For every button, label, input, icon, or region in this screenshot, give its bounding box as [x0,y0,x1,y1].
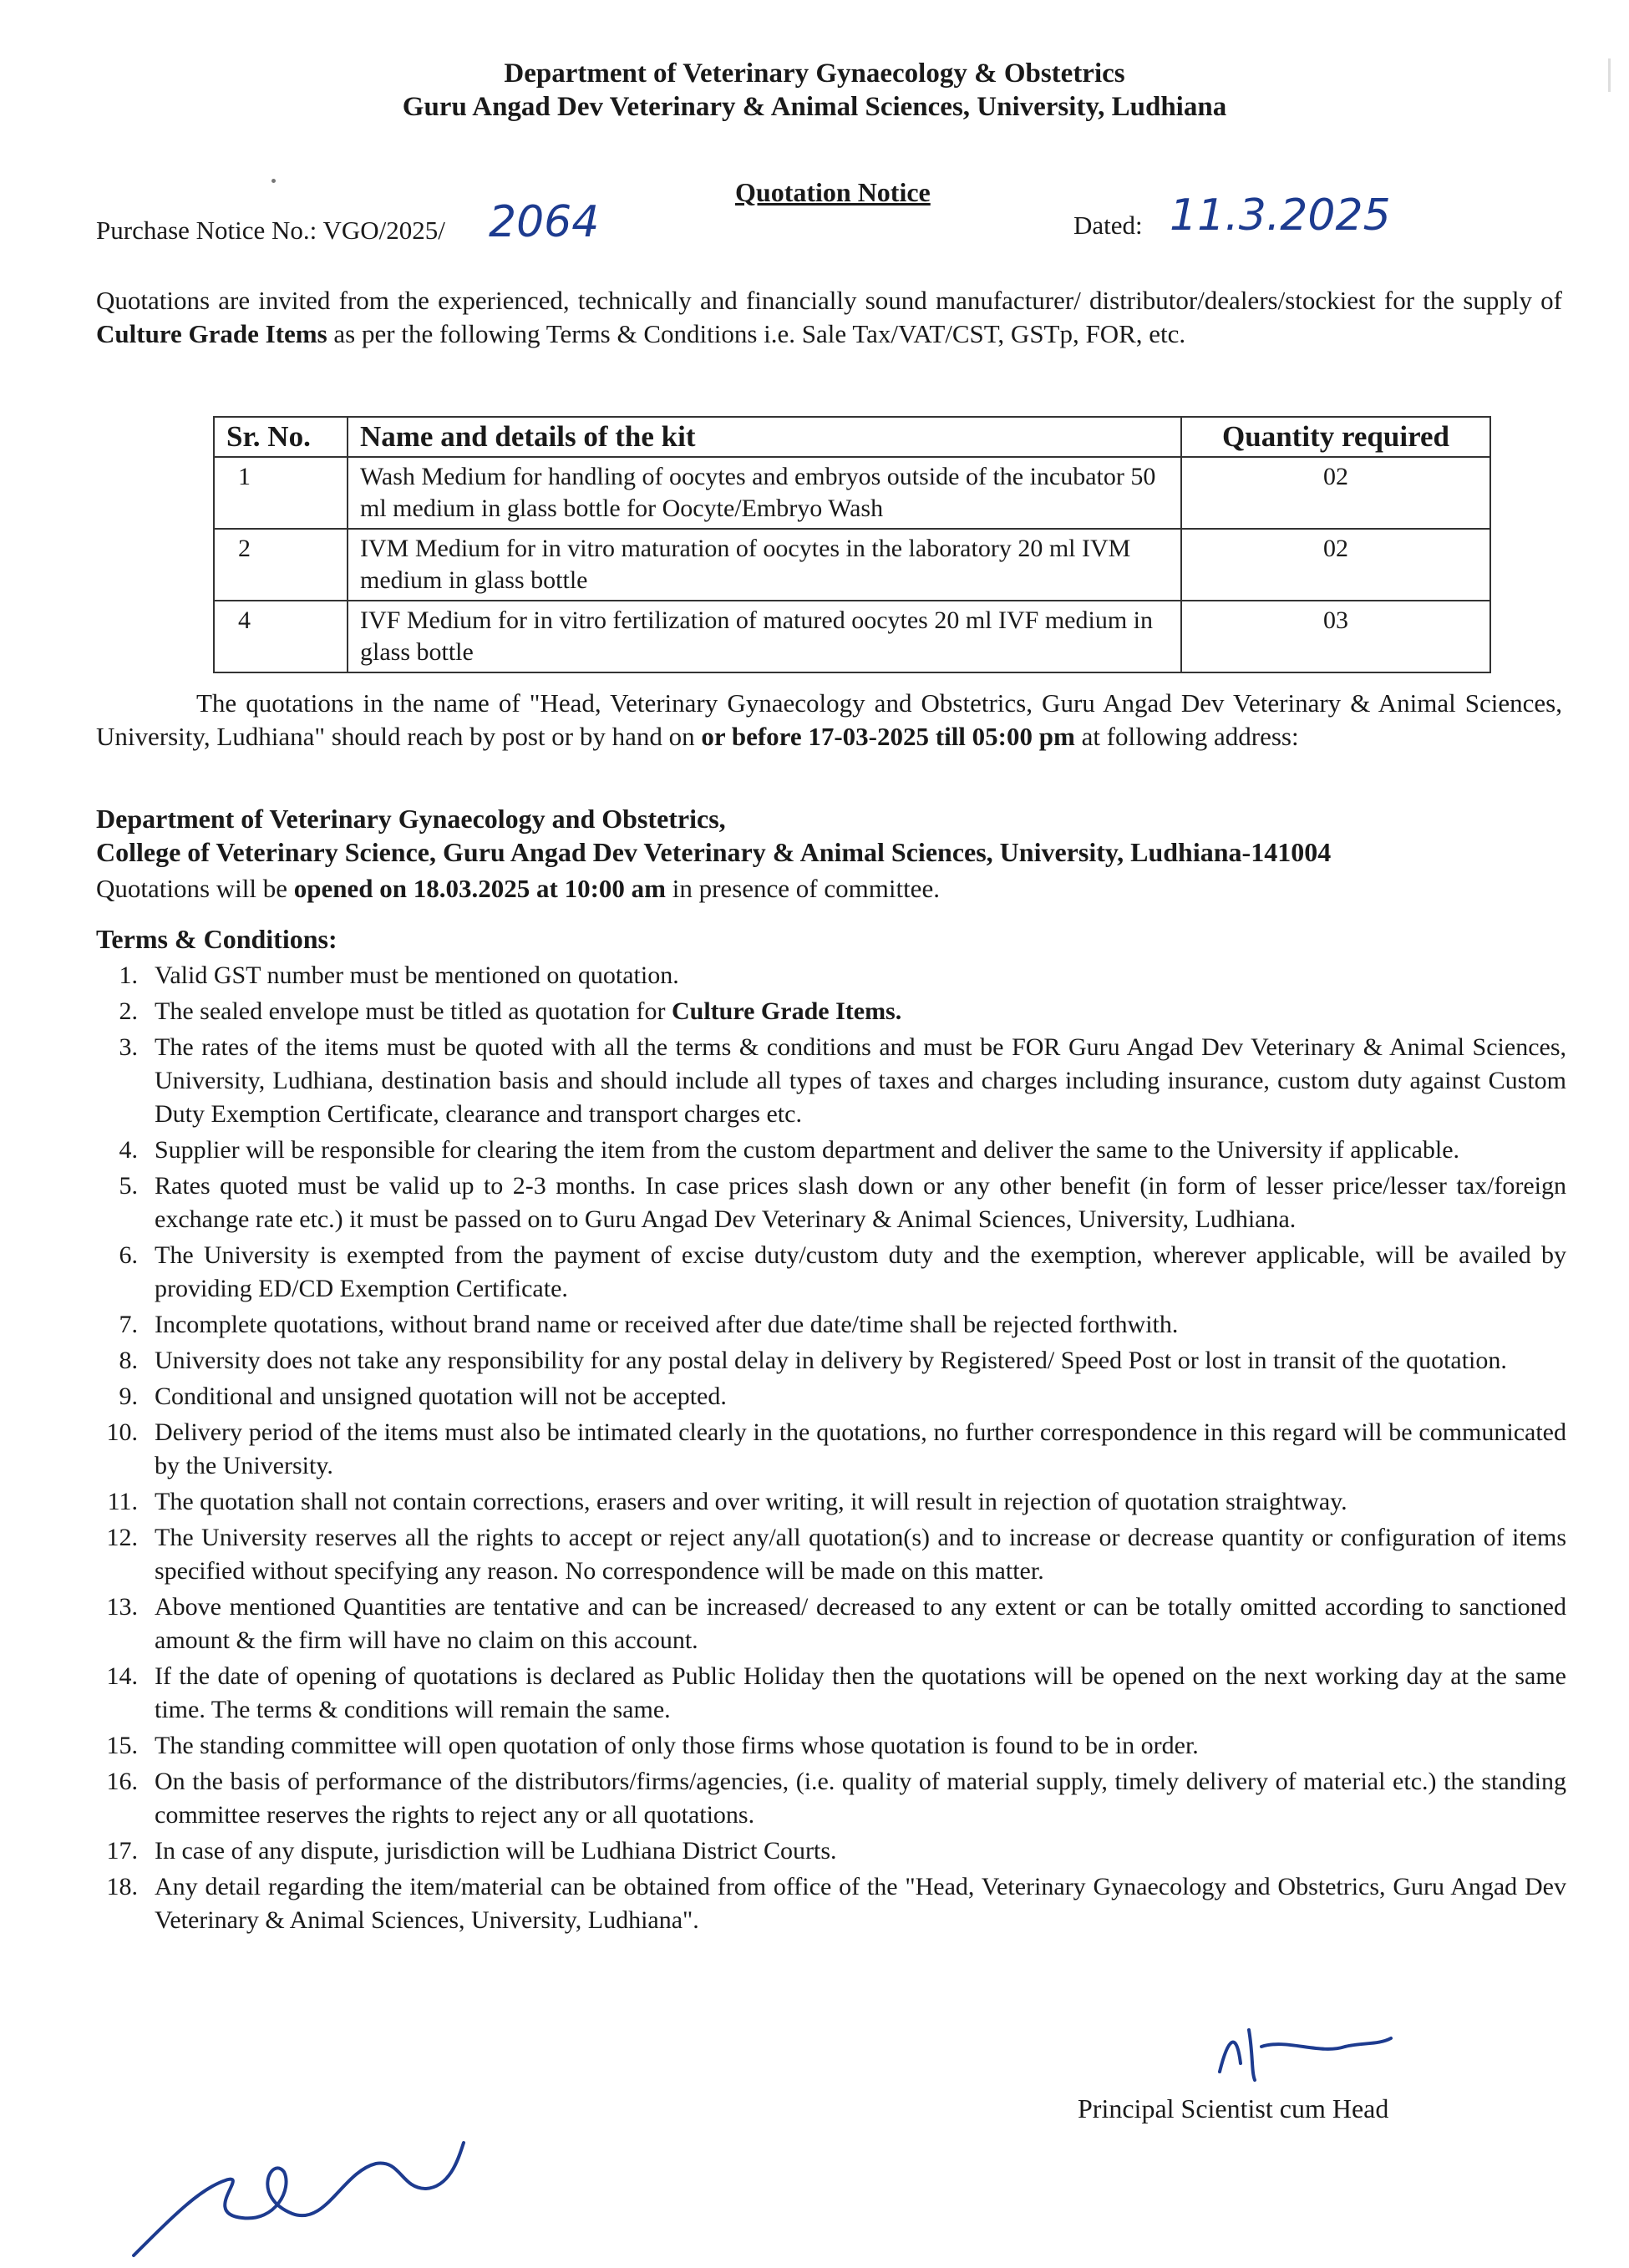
term-body: On the basis of performance of the distributors/firms/agencies, (i.e. quality of material supply, timely delivery of material etc.) the standing committee reserves the rights to reject any or all quotations. [155,1768,1566,1829]
term-text [155,1308,1566,1342]
term-body: The University is exempted from the payment of excise duty/custom duty and the exemption, wherever applicable, will be availed by providing ED/CD Exemption Certificate. [155,1241,1566,1302]
head-signature [1203,2013,1403,2088]
term-text [155,1521,1566,1588]
list-item [96,1485,1566,1519]
term-body: Supplier will be responsible for clearing the item from the custom department and deliver the same to the University if applicable. [155,1136,1460,1164]
dated-value: 11.3.2025 [1170,190,1391,241]
term-body: The rates of the items must be quoted with all the terms & conditions and must be FOR Guru Angad Dev Veterinary & Animal Sciences, University, Ludhiana, destination basis and should include all types of taxes and charges including insurance, custom duty against Custom Duty Exemption Certificate, clearance and transport charges etc. [155,1033,1566,1128]
list-item [96,1134,1566,1167]
row-quantity: 02 [1181,529,1490,601]
term-number: 10. [106,1418,138,1446]
list-item [96,1308,1566,1342]
term-body: University does not take any responsibility for any postal delay in delivery by Registered/ Speed Post or lost in transit of the quotation. [155,1347,1507,1374]
term-number: 5. [119,1172,138,1200]
term-body: In case of any dispute, jurisdiction will be Ludhiana District Courts. [155,1837,837,1865]
term-text [155,1031,1566,1131]
term-number: 6. [119,1241,138,1269]
term-number: 13. [106,1593,138,1621]
submission-text: The quotations in the name of "Head, Veterinary Gynaecology and Obstetrics, Guru Angad Dev Veterinary & Animal Sciences, University, Ludhiana" should reach by post or by hand on [96,688,1562,751]
term-number: 17. [106,1837,138,1865]
term-number: 4. [119,1136,138,1164]
term-text [155,1134,1566,1167]
terms-list [96,959,1566,1940]
department-heading: Department of Veterinary Gynaecology & Obstetrics [504,58,1125,89]
dated-label: Dated: [1073,211,1143,240]
term-number: 2. [119,997,138,1025]
intro-paragraph [96,284,1562,351]
row-sr-no: 4 [214,601,348,672]
term-body: Valid GST number must be mentioned on quotation. [155,961,679,989]
signatory-title: Principal Scientist cum Head [1078,2093,1389,2123]
term-text [155,959,1566,992]
term-text [155,1170,1566,1236]
term-text [155,1416,1566,1483]
term-body: Any detail regarding the item/material can be obtained from office of the "Head, Veterinary Gynaecology and Obstetrics, Guru Angad Dev Veterinary & Animal Sciences, University, Ludhiana". [155,1873,1566,1934]
term-text [155,1870,1566,1937]
term-text [155,1765,1566,1832]
row-kit-name: Wash Medium for handling of oocytes and embryos outside of the incubator 50 ml medium in glass bottle for Oocyte/Embryo Wash [348,457,1181,529]
list-item [96,1834,1566,1868]
list-item [96,1729,1566,1763]
kit-table [213,416,1491,673]
list-item [96,1521,1566,1588]
terms-title: Terms & Conditions: [96,924,337,954]
term-text [155,1485,1566,1519]
notice-title: Quotation Notice [735,177,931,207]
table-row [214,457,1490,529]
list-item [96,1344,1566,1378]
list-item [96,1416,1566,1483]
list-item [96,1591,1566,1657]
term-body: The University reserves all the rights to accept or reject any/all quotation(s) and to increase or decrease quantity or configuration of items specified without specifying any reason. No correspondence will be made on this matter. [155,1524,1566,1585]
term-text [155,1591,1566,1657]
list-item [96,1660,1566,1727]
kit-table-header-row [214,417,1490,457]
term-text [155,1344,1566,1378]
list-item [96,959,1566,992]
list-item [96,1031,1566,1131]
scan-speck [272,179,276,183]
header-sr-no: Sr. No. [214,417,348,457]
list-item [96,1170,1566,1236]
submission-paragraph [96,687,1562,753]
term-number: 3. [119,1033,138,1061]
intro-bold: Culture Grade Items [96,319,327,348]
term-text [155,1380,1566,1413]
opening-post: in presence of committee. [666,874,940,903]
list-item [96,1765,1566,1832]
purchase-notice-label: Purchase Notice No.: VGO/2025/ [96,216,445,245]
table-row [214,529,1490,601]
term-body: If the date of opening of quotations is declared as Public Holiday then the quotations will be opened on the next working day at the same time. The terms & conditions will remain the same. [155,1662,1566,1723]
term-bold: Culture Grade Items. [671,997,902,1025]
opening-line [96,874,940,904]
term-number: 7. [119,1311,138,1338]
address-line-1: Department of Veterinary Gynaecology and Obstetrics, [96,804,726,834]
term-text [155,1729,1566,1763]
term-text [155,1660,1566,1727]
term-number: 15. [106,1732,138,1759]
term-number: 12. [106,1524,138,1551]
term-number: 8. [119,1347,138,1374]
term-body: The standing committee will open quotation of only those firms whose quotation is found to be in order. [155,1732,1199,1759]
submission-text2: at following address: [1074,722,1299,751]
list-item [96,1380,1566,1413]
intro-text2: as per the following Terms & Conditions i.e. Sale Tax/VAT/CST, GSTp, FOR, etc. [327,319,1186,348]
list-item [96,995,1566,1028]
university-heading: Guru Angad Dev Veterinary & Animal Sciences, University, Ludhiana [402,92,1227,122]
term-body: Above mentioned Quantities are tentative and can be increased/ decreased to any extent or can be totally omitted according to sanctioned amount & the firm will have no claim on this account. [155,1593,1566,1654]
term-number: 1. [119,961,138,989]
row-sr-no: 2 [214,529,348,601]
term-body: Conditional and unsigned quotation will not be accepted. [155,1383,727,1410]
row-kit-name: IVF Medium for in vitro fertilization of matured oocytes 20 ml IVF medium in glass bottle [348,601,1181,672]
address-line-2: College of Veterinary Science, Guru Angad Dev Veterinary & Animal Sciences, University, Ludhiana-141004 [96,837,1332,867]
header-kit-name: Name and details of the kit [348,417,1181,457]
term-text [155,1239,1566,1306]
term-number: 18. [106,1873,138,1900]
term-number: 9. [119,1383,138,1410]
row-kit-name: IVM Medium for in vitro maturation of oocytes in the laboratory 20 ml IVM medium in glass bottle [348,529,1181,601]
term-body: Rates quoted must be valid up to 2-3 months. In case prices slash down or any other benefit (in form of lesser price/lesser tax/foreign exchange rate etc.) it must be passed on to Guru Angad Dev Veterinary & Animal Sciences, University, Ludhiana. [155,1172,1566,1233]
opening-pre: Quotations will be [96,874,294,903]
row-quantity: 03 [1181,601,1490,672]
submission-deadline: or before 17-03-2025 till 05:00 pm [701,722,1075,751]
purchase-notice-number: 2064 [489,197,600,247]
initials-signature [125,2139,476,2264]
list-item [96,1239,1566,1306]
term-body: Delivery period of the items must also be intimated clearly in the quotations, no further correspondence in this regard will be communicated by the University. [155,1418,1566,1479]
list-item [96,1870,1566,1937]
intro-text: Quotations are invited from the experienced, technically and financially sound manufacturer/ distributor/dealers/stockiest for the supply of [96,286,1562,315]
term-number: 14. [106,1662,138,1690]
term-text [155,1834,1566,1868]
term-body: The quotation shall not contain corrections, erasers and over writing, it will result in rejection of quotation straightway. [155,1488,1347,1515]
term-number: 11. [107,1488,138,1515]
row-sr-no: 1 [214,457,348,529]
term-number: 16. [106,1768,138,1795]
row-quantity: 02 [1181,457,1490,529]
table-row [214,601,1490,672]
term-body: Incomplete quotations, without brand name or received after due date/time shall be rejected forthwith. [155,1311,1179,1338]
header-quantity: Quantity required [1181,417,1490,457]
opening-date: opened on 18.03.2025 at 10:00 am [293,874,666,903]
term-text [155,995,1566,1028]
term-body: The sealed envelope must be titled as quotation for [155,997,672,1025]
